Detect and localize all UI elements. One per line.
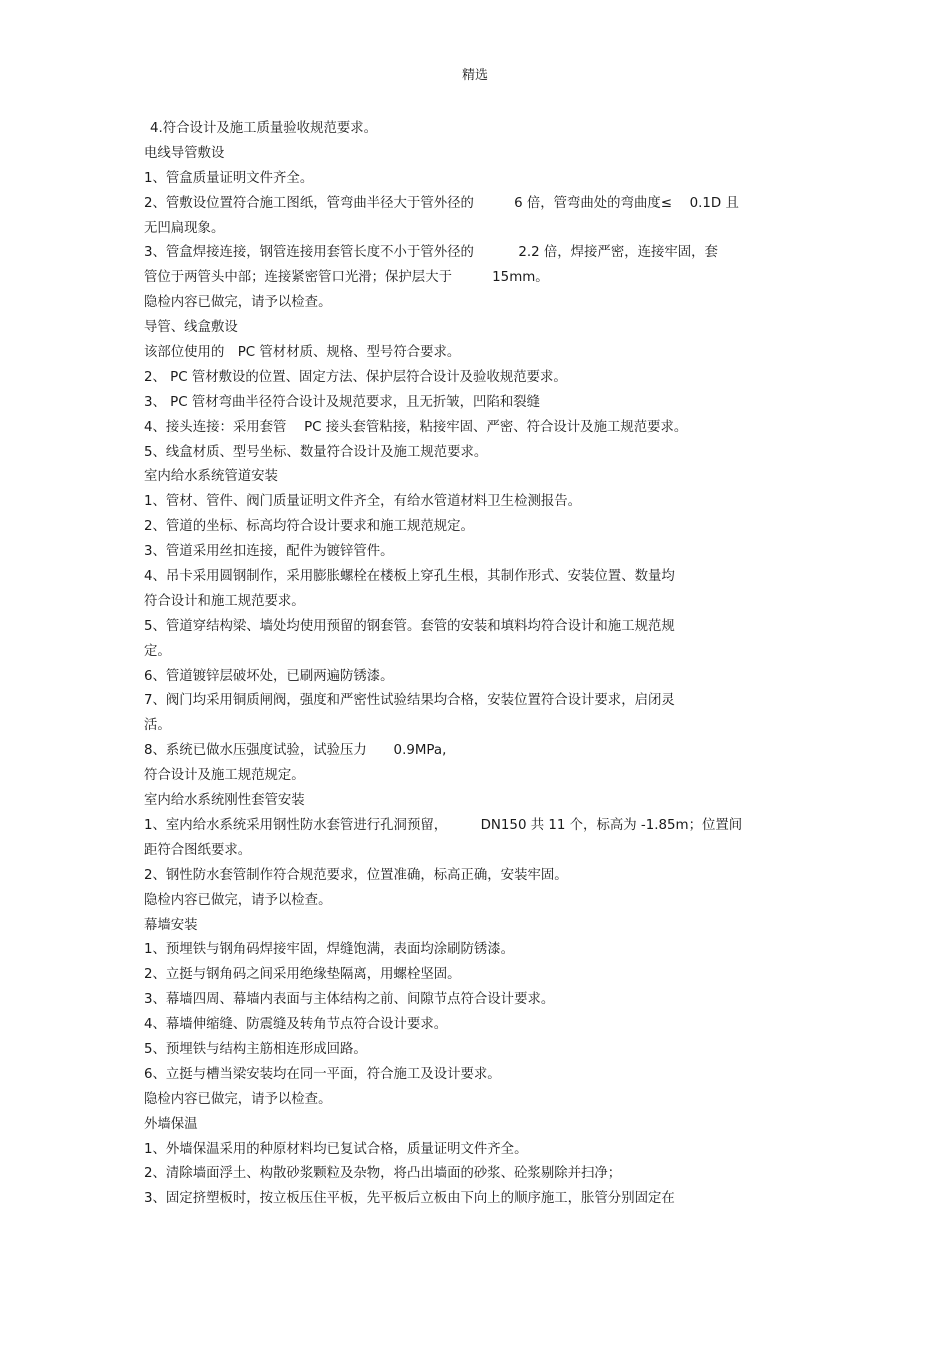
text-line: 2、清除墙面浮土、构散砂浆颗粒及杂物，将凸出墙面的砂浆、砼浆剔除并扫净； bbox=[144, 1166, 622, 1182]
text-line: 4、接头连接：采用套管 PC 接头套管粘接，粘接牢固、严密、符合设计及施工规范要求。 bbox=[144, 419, 688, 435]
text-line: 2、管道的坐标、标高均符合设计要求和施工规范规定。 bbox=[144, 519, 474, 535]
text-line: 1、管盒质量证明文件齐全。 bbox=[144, 170, 314, 186]
text-line: 1、预埋铁与钢角码焊接牢固，焊缝饱满，表面均涂刷防锈漆。 bbox=[144, 942, 515, 958]
page-header: 精选 bbox=[461, 68, 488, 83]
text-line: 该部位使用的 PC 管材材质、规格、型号符合要求。 bbox=[144, 345, 461, 361]
text-line: 隐检内容已做完，请予以检查。 bbox=[144, 892, 332, 908]
text-line: 1、外墙保温采用的种原材料均已复试合格，质量证明文件齐全。 bbox=[144, 1141, 528, 1157]
text-line: 3、幕墙四周、幕墙内表面与主体结构之前、间隙节点符合设计要求。 bbox=[144, 992, 555, 1008]
text-line: 5、线盒材质、型号坐标、数量符合设计及施工规范要求。 bbox=[144, 444, 488, 460]
text-line: 符合设计和施工规范要求。 bbox=[144, 593, 305, 609]
text-line: 1、室内给水系统采用钢性防水套管进行孔洞预留， DN150 共 11 个，标高为 -1.85m；位置间 bbox=[144, 817, 743, 833]
section-heading: 幕墙安装 bbox=[144, 917, 198, 933]
text-line: 2、钢性防水套管制作符合规范要求，位置准确，标高正确，安装牢固。 bbox=[144, 867, 568, 883]
text-line: 1、管材、管件、阀门质量证明文件齐全，有给水管道材料卫生检测报告。 bbox=[144, 494, 582, 510]
section-heading: 室内给水系统管道安装 bbox=[144, 469, 278, 485]
text-line: 7、阀门均采用铜质闸阀，强度和严密性试验结果均合格，安装位置符合设计要求，启闭灵 bbox=[144, 693, 675, 709]
text-line: 4.符合设计及施工质量验收规范要求。 bbox=[150, 121, 378, 136]
text-line: 定。 bbox=[144, 643, 171, 659]
section-heading: 外墙保温 bbox=[144, 1116, 198, 1132]
text-line: 3、 PC 管材弯曲半径符合设计及规范要求，且无折皱，凹陷和裂缝 bbox=[144, 394, 541, 410]
text-line: 5、管道穿结构梁、墙处均使用预留的钢套管。套管的安装和填料均符合设计和施工规范规 bbox=[144, 618, 675, 634]
text-line: 3、固定挤塑板时，按立板压住平板，先平板后立板由下向上的顺序施工，胀管分别固定在 bbox=[144, 1191, 675, 1207]
text-line: 8、系统已做水压强度试验，试验压力 0.9MPa, bbox=[144, 743, 447, 759]
text-line: 3、管道采用丝扣连接，配件为镀锌管件。 bbox=[144, 544, 394, 560]
text-line: 2、立挺与钢角码之间采用绝缘垫隔离，用螺栓坚固。 bbox=[144, 967, 461, 983]
text-line: 管位于两管头中部；连接紧密管口光滑；保护层大于 15mm。 bbox=[144, 270, 549, 286]
text-line: 4、幕墙伸缩缝、防震缝及转角节点符合设计要求。 bbox=[144, 1017, 448, 1033]
text-line: 2、 PC 管材敷设的位置、固定方法、保护层符合设计及验收规范要求。 bbox=[144, 369, 567, 385]
section-heading: 导管、线盒敷设 bbox=[144, 320, 238, 336]
text-line: 活。 bbox=[144, 718, 171, 734]
text-line: 6、立挺与槽当梁安装均在同一平面，符合施工及设计要求。 bbox=[144, 1066, 501, 1082]
text-line: 符合设计及施工规范规定。 bbox=[144, 768, 305, 784]
document-body bbox=[144, 117, 824, 1212]
text-line: 4、吊卡采用圆钢制作，采用膨胀螺栓在楼板上穿孔生根，其制作形式、安装位置、数量均 bbox=[144, 569, 675, 585]
text-line: 隐检内容已做完，请予以检查。 bbox=[144, 295, 332, 311]
text-line: 隐检内容已做完，请予以检查。 bbox=[144, 1091, 332, 1107]
text-line: 无凹扁现象。 bbox=[144, 220, 225, 236]
section-heading: 室内给水系统刚性套管安装 bbox=[144, 793, 305, 809]
text-line: 5、预埋铁与结构主筋相连形成回路。 bbox=[144, 1041, 367, 1057]
section-heading: 电线导管敷设 bbox=[144, 145, 225, 161]
text-line: 6、管道镀锌层破坏处，已刷两遍防锈漆。 bbox=[144, 668, 394, 684]
text-line: 距符合图纸要求。 bbox=[144, 842, 252, 858]
text-line: 2、管敷设位置符合施工图纸，管弯曲半径大于管外径的 6 倍，管弯曲处的弯曲度≤ 0.1D 且 bbox=[144, 195, 739, 211]
text-line: 3、管盒焊接连接，钢管连接用套管长度不小于管外径的 2.2 倍，焊接严密，连接牢固，套 bbox=[144, 245, 718, 261]
